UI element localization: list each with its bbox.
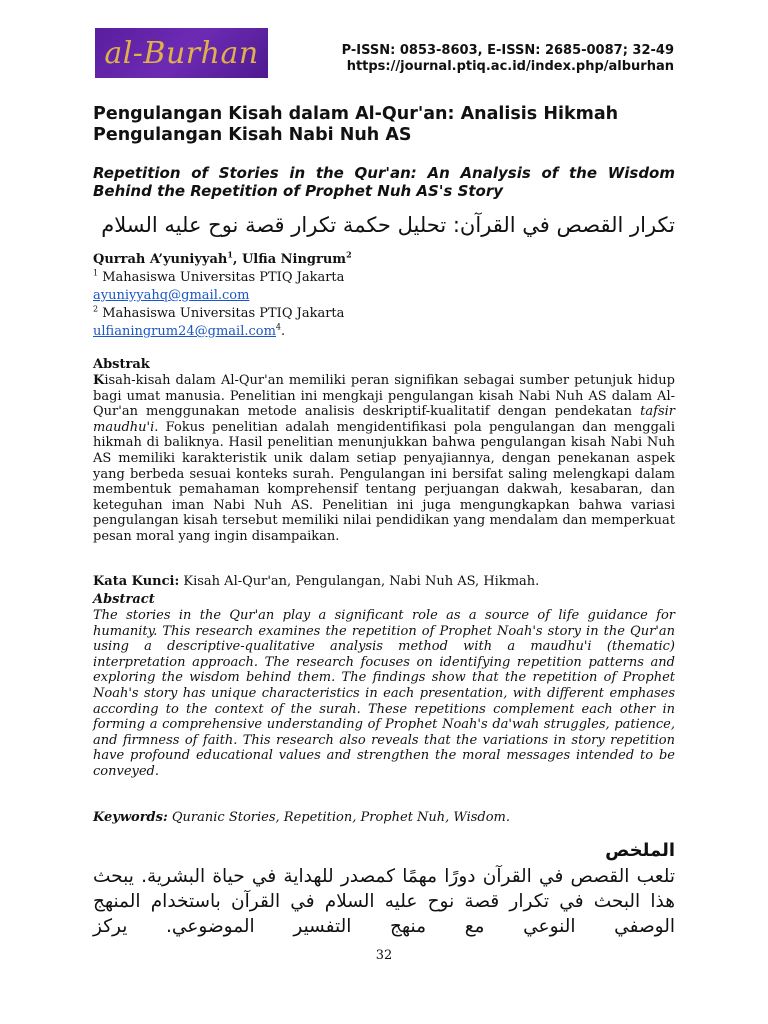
keywords-label: Keywords: xyxy=(93,810,168,825)
abstrak-section xyxy=(93,357,675,545)
kata-kunci-value: Kisah Al-Qur'an, Pengulangan, Nabi Nuh AS, Hikmah. xyxy=(179,574,540,589)
issn-line: P-ISSN: 0853-8603, E-ISSN: 2685-0087; 32-49 xyxy=(341,43,674,58)
affiliation-2 xyxy=(93,305,675,323)
abstrak-heading: Abstrak xyxy=(93,357,150,372)
email-2-link[interactable]: ulfianingrum24@gmail.com xyxy=(93,324,276,339)
affiliation-2-text: Mahasiswa Universitas PTIQ Jakarta xyxy=(98,306,345,321)
affiliation-1-text: Mahasiswa Universitas PTIQ Jakarta xyxy=(98,270,345,285)
author-1-sup: 1 xyxy=(227,249,233,260)
author-separator: , xyxy=(232,252,242,267)
abstract-section xyxy=(93,592,675,780)
abstrak-first-letter: K xyxy=(93,373,105,388)
affiliation-1 xyxy=(93,269,675,287)
title-arabic: تكرار القصص في القرآن: تحليل حكمة تكرار قصة نوح عليه السلام xyxy=(101,213,675,237)
email-1-line xyxy=(93,287,675,305)
email-2-footnote[interactable]: 4 xyxy=(275,322,282,332)
keywords xyxy=(93,810,675,826)
arabic-abstract-section xyxy=(93,838,675,939)
page-number: 32 xyxy=(375,948,393,963)
keywords-value: Quranic Stories, Repetition, Prophet Nuh, Wisdom. xyxy=(167,810,511,825)
author-2: Ulfia Ningrum xyxy=(241,252,347,267)
title-english: Repetition of Stories in the Qur'an: An Analysis of the Wisdom Behind the Repetition of Prophet Nuh AS's Story xyxy=(93,164,675,200)
logo-text: al-Burhan xyxy=(104,35,259,71)
email-1-link[interactable]: ayuniyyahq@gmail.com xyxy=(93,288,250,303)
author-names xyxy=(93,251,675,269)
affiliation-2-sup: 2 xyxy=(93,304,99,314)
authors-block xyxy=(93,251,675,341)
journal-logo xyxy=(95,28,268,78)
title-indonesian: Pengulangan Kisah dalam Al-Qur'an: Analisis Hikmah Pengulangan Kisah Nabi Nuh AS xyxy=(93,104,619,145)
email-2-line xyxy=(93,323,675,341)
abstrak-text-italic: tafsir maudhu'i xyxy=(93,404,675,435)
arabic-abstract-body: تلعب القصص في القرآن دورًا مهمًا كمصدر للهداية في حياة البشرية. يبحث هذا البحث في تكرار قصة نوح عليه السلام في القرآن باستخدام المنهج الوصفي النوعي مع منهج التفسير الموضوعي. يركز xyxy=(93,866,675,937)
email-2-tail: . xyxy=(281,324,286,339)
abstract-body: The stories in the Qur'an play a significant role as a source of life guidance for humanity. This research examines the repetition of Prophet Noah's story in the Qur'an using a descriptive-qualitative analysis method with a maudhu'i (thematic) interpretation approach. The research focuses on identifying repetition patterns and exploring the wisdom behind them. The findings show that the repetition of Prophet Noah's story has unique characteristics in each presentation, with different emphases according to the context of the surah. These repetitions complement each other in forming a comprehensive understanding of Prophet Noah's da'wah struggles, patience, and firmness of faith. This research also reveals that the variations in story repetition have profound educational values and strengthen the moral messages intended to be conveyed. xyxy=(93,608,675,779)
author-1: Qurrah A’yuniyyah xyxy=(93,252,228,267)
author-2-sup: 2 xyxy=(346,249,352,260)
journal-url[interactable]: https://journal.ptiq.ac.id/index.php/alburhan xyxy=(346,59,674,74)
kata-kunci-label: Kata Kunci: xyxy=(93,574,180,589)
abstrak-text-b: . Fokus penelitian adalah mengidentifikasi pola pengulangan dan menggali hikmah di baliknya. Hasil penelitian menunjukkan bahwa pengulangan kisah Nabi Nuh AS memiliki karakteristik unik dalam setiap penyajiannya, dengan penekanan aspek yang berbeda sesuai konteks surah. Pengulangan ini bersifat saling melengkapi dalam membentuk pemahaman komprehensif tentang perjuangan dakwah, kesabaran, dan keteguhan iman Nabi Nuh AS. Penelitian ini juga mengungkapkan bahwa variasi pengulangan kisah tersebut memiliki nilai pendidikan yang mendalam dan memperkuat pesan moral yang ingin disampaikan. xyxy=(93,419,675,544)
abstrak-text-a: isah-kisah dalam Al-Qur'an memiliki peran signifikan sebagai sumber petunjuk hidup bagi umat manusia. Penelitian ini mengkaji pengulangan kisah Nabi Nuh AS dalam Al-Qur'an menggunakan metode analisis deskriptif-kualitatif dengan pendekatan xyxy=(93,373,675,420)
journal-meta xyxy=(342,43,674,75)
abstrak-body xyxy=(93,373,675,545)
affiliation-1-sup: 1 xyxy=(93,268,99,278)
arabic-abstract-heading: الملخص xyxy=(605,840,675,861)
kata-kunci xyxy=(93,574,675,590)
abstract-heading: Abstract xyxy=(93,592,155,607)
